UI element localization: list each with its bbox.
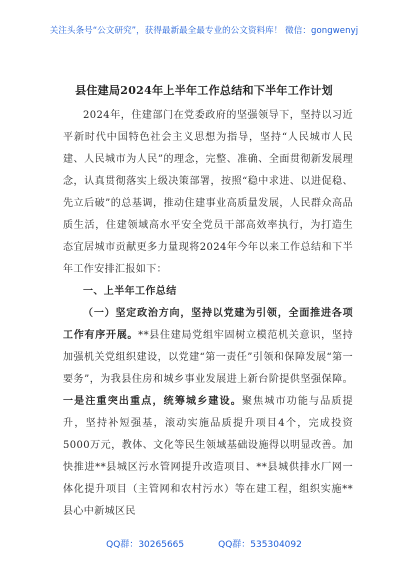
qq-group-2: QQ群：535304092 (218, 540, 302, 550)
footer-contacts (0, 537, 408, 550)
intro-paragraph: 2024年，住建部门在党委政府的坚强领导下，坚持以习近平新时代中国特色社会主义思想为指导，坚持“人民城市人民建、人民城市为人民”的理念，完整、准确、全面贯彻新发展理念，认真贯彻落实上级决策部署，按照“稳中求进、以进促稳、先立后破”的总基调，推动住建事业高质量发展，人民群众高品质生活，住建领域高水平安全党员干部高效率执行，为打造生态宜居城市贡献更多力量现将2024年今年以来工作总结和下半年工作安排汇报如下： (63, 110, 353, 275)
page-title: 县住建局2024年上半年工作总结和下半年工作计划 (75, 84, 333, 97)
subsection-paragraph (63, 303, 353, 523)
subsection-point-text: 聚焦城市功能与品质提升，坚持补短强基，滚动实施品质提升项目4个，完成投资5000万元，教体、文化等民生领域基础设施得以明显改善。加快推进**县城区污水管网提升改造项目、**县城供排水厂网一体化提升项目（主管网和农村污水）等在建工程，组织实施**县心中新城区民 (63, 396, 354, 517)
subsection-point-heading: 一是注重突出重点，统筹城乡建设。 (63, 396, 242, 407)
section-heading: 一、上半年工作总结 (83, 286, 177, 297)
subsection-text: **县住建局党组牢固树立模范机关意识，坚持加强机关党组织建设，以党建“第一责任”引领和保障发展“第一要务”，为我县住房和城乡事业发展进上新台阶提供坚强保障。 (63, 330, 353, 385)
subsection-heading: （一）坚定政治方向，坚持以党建为引领，全面推进各项工作有序开展。 (63, 308, 353, 341)
document-body (63, 105, 353, 523)
promo-banner: 关注头条号“公文研究”，获得最新最全最专业的公文资料库！ 微信：gongwenyj (49, 26, 359, 36)
qq-group-1: QQ群：30265665 (106, 540, 185, 550)
